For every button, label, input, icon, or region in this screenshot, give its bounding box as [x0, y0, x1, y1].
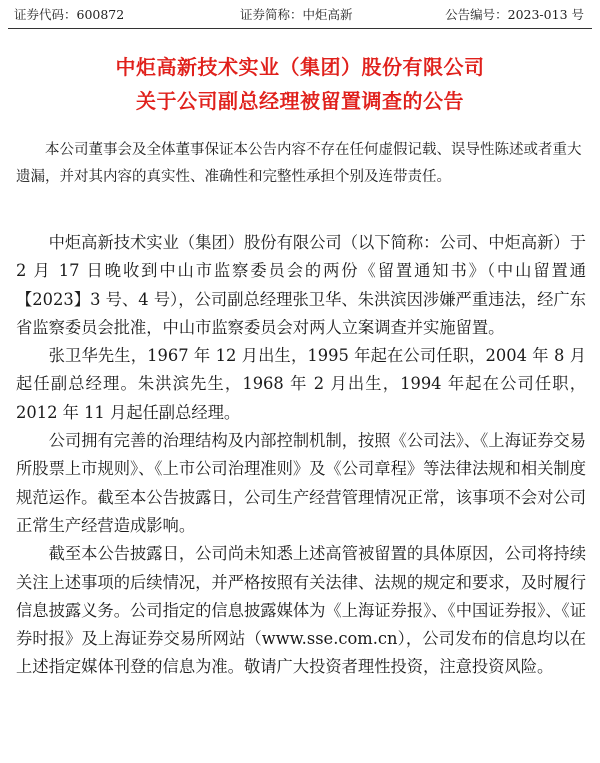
- company-title: 中炬高新技术实业（集团）股份有限公司: [115, 55, 485, 79]
- announcement-title: 关于公司副总经理被留置调查的公告: [136, 89, 464, 113]
- paragraph-notice-received: 中炬高新技术实业（集团）股份有限公司（以下简称：公司、中炬高新）于 2 月 17 日晚收到中山市监察委员会的两份《留置通知书》（中山留置通【2023】3 号、4 号），公司副总经理张卫华、朱洪滨因涉嫌严重违法，经广东省监察委员会批准，中山市监察委员会对两人立案调查并实施留置。: [16, 233, 586, 337]
- announcement-body: [16, 229, 586, 682]
- board-disclaimer: 本公司董事会及全体董事保证本公告内容不存在任何虚假记载、误导性陈述或者重大遗漏，并对其内容的真实性、准确性和完整性承担个别及连带责任。: [16, 142, 582, 185]
- paragraph-executive-bios: 张卫华先生，1967 年 12 月出生，1995 年起在公司任职，2004 年 8 月起任副总经理。朱洪滨先生，1968 年 2 月出生，1994 年起在公司任职，2012 年 11 月起任副总经理。: [16, 346, 586, 422]
- stock-code: 证券代码：600872: [14, 7, 125, 22]
- paragraph-governance: 公司拥有完善的治理结构及内部控制机制，按照《公司法》、《上海证券交易所股票上市规则》、《上市公司治理准则》及《公司章程》等法律法规和相关制度规范运作。截至本公告披露日，公司生产经营管理情况正常，该事项不会对公司正常生产经营造成影响。: [16, 431, 586, 535]
- header-divider: [8, 28, 592, 29]
- document-header: [0, 6, 600, 24]
- paragraph-follow-up: 截至本公告披露日，公司尚未知悉上述高管被留置的具体原因，公司将持续关注上述事项的后续情况，并严格按照有关法律、法规的规定和要求，及时履行信息披露义务。公司指定的信息披露媒体为《上海证券报》、《中国证券报》、《证券时报》及上海证券交易所网站（www.sse.com.cn），公司发布的信息均以在上述指定媒体刊登的信息为准。敬请广大投资者理性投资，注意投资风险。: [16, 544, 586, 677]
- stock-abbreviation: 证券简称：中炬高新: [240, 7, 353, 22]
- notice-number: 公告编号：2023-013 号: [445, 7, 584, 22]
